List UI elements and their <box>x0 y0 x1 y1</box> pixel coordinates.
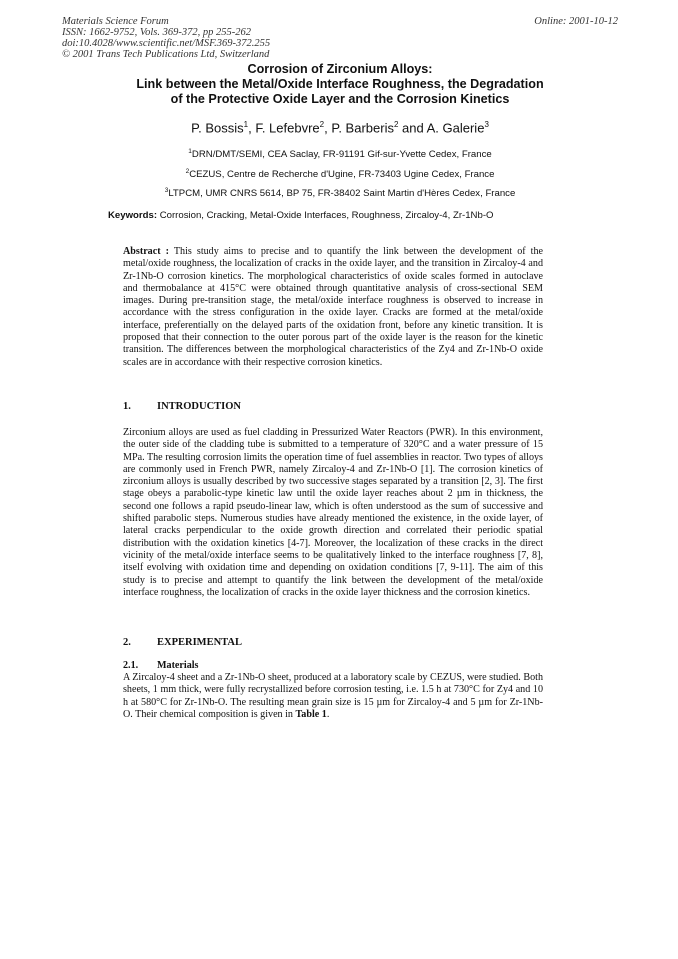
subsection-heading-materials <box>123 660 198 671</box>
materials-text: A Zircaloy-4 sheet and a Zr-1Nb-O sheet, produced at a laboratory scale by CEZUS, were studied. Both sheets, 1 mm thick, were fully recrystallized before corrosion testing, i.e. 1.5 h at 730°C for Zy4 and 10 h at 580°C for Zr-1Nb-O. The resulting mean grain size is 15 µm for Zircaloy-4 and 5 µm for Zr-1Nb-O. Their chemical composition is given in <box>123 672 543 720</box>
author-affil-mark: 3 <box>484 120 489 129</box>
author-name: P. Bossis <box>191 120 244 136</box>
keywords-label: Keywords: <box>108 210 158 221</box>
materials-text-end: . <box>326 708 330 720</box>
subsection-number: 2.1. <box>123 660 139 671</box>
author-name: P. Barberis <box>331 120 394 136</box>
title-line-2: Link between the Metal/Oxide Interface Roughness, the Degradation <box>136 77 544 91</box>
affiliation-mark: 3 <box>164 187 169 195</box>
section-heading-introduction <box>123 401 241 412</box>
subsection-title: Materials <box>157 660 199 671</box>
copyright-line: © 2001 Trans Tech Publications Ltd, Switzerland <box>62 49 270 60</box>
abstract-label: Abstract : <box>123 246 169 257</box>
affiliation-mark: 2 <box>185 167 190 175</box>
title-line-3: of the Protective Oxide Layer and the Corrosion Kinetics <box>170 92 510 106</box>
affiliation-item <box>60 144 620 164</box>
keywords-text: Corrosion, Cracking, Metal-Oxide Interfaces, Roughness, Zircaloy-4, Zr-1Nb-O <box>157 210 494 221</box>
author-name: A. Galerie <box>426 120 485 136</box>
doi-line[interactable]: doi:10.4028/www.scientific.net/MSF.369-372.255 <box>62 38 271 49</box>
paper-title <box>80 62 600 107</box>
title-line-1: Corrosion of Zirconium Alloys: <box>247 62 433 76</box>
journal-name: Materials Science Forum <box>62 16 169 27</box>
affiliation-mark: 1 <box>188 148 192 155</box>
author-list <box>80 120 600 135</box>
author-separator: , <box>248 120 256 136</box>
author-affil-mark: 2 <box>319 120 325 129</box>
abstract <box>123 246 543 369</box>
author-affil-mark: 2 <box>393 120 399 129</box>
keywords <box>108 210 493 221</box>
author-affil-mark: 1 <box>243 120 249 129</box>
affiliation-text: LTPCM, UMR CNRS 5614, BP 75, FR-38402 Saint Martin d'Hères Cedex, France <box>168 188 516 200</box>
issn-line: ISSN: 1662-9752, Vols. 369-372, pp 255-262 <box>62 27 251 38</box>
online-date: Online: 2001-10-12 <box>534 16 618 27</box>
author-separator: and <box>398 120 427 136</box>
affiliation-item <box>60 183 620 203</box>
section-number: 2. <box>123 637 131 648</box>
section-title: INTRODUCTION <box>157 401 242 412</box>
introduction-paragraph: Zirconium alloys are used as fuel cladding in Pressurized Water Reactors (PWR). In this environment, the outer side of the cladding tube is submitted to a temperature of 320°C and a water pressure of 15 MPa. The resulting corrosion limits the operation time of fuel assemblies in reactor. Two types of alloys are commonly used in French PWR, namely Zircaloy-4 and Zr-1Nb-O [1]. The corrosion kinetics of zirconium alloys is usually described by two successive stages separated by a transition [2, 3]. The first stage obeys a parabolic-type kinetic law until the oxide layer reaches about 2 µm in thickness, the second one follows a rapid pseudo-linear law, which is often understood as the sum of successive and shifted parabolic steps. Numerous studies have already mentioned the existence, in the oxide layer, of lateral cracks perpendicular to the oxide growth direction and correlated their periodic spatial distribution with the oxidation kinetics [4-7]. Moreover, the localization of these cracks in the direct vicinity of the metal/oxide interface seems to be qualitatively linked to the interface roughness [7, 8], itself evolving with oxidation time and depending on oxidation conditions [7, 9-11]. The aim of this study is to precise and attempt to quantify the link between the development of the metal/oxide interface roughness, the localization of cracks in the oxide layer thickness and the corrosion kinetics. <box>123 427 543 598</box>
affiliation-item <box>60 164 620 184</box>
abstract-text: This study aims to precise and to quantify the link between the development of the metal/oxide roughness, the localization of cracks in the oxide layer, and the transition in Zircaloy-4 and Zr-1Nb-O corrosion kinetics. The morphological characteristics of oxide scales formed in autoclave and thermobalance at 415°C were obtained through quantitative analysis of cross-sectional SEM images. During pre-transition stage, the metal/oxide interface roughness is observed to increase in accordance with the stress configuration in the oxide layer. Cracks are formed at the metal/oxide interface, preferentially on the delayed parts of the oxidation front, before any kinetic transition. It is proposed that their connection to the outer porous part of the oxide layer is the reason for the kinetic transition. The differences between the morphological characteristics of the Zy4 and Zr-1Nb-O oxide scales are in accordance with their respective corrosion kinetics. <box>123 246 543 368</box>
materials-paragraph <box>123 672 543 721</box>
author-name: F. Lefebvre <box>255 120 320 136</box>
section-heading-experimental <box>123 637 242 648</box>
section-title: EXPERIMENTAL <box>157 637 242 648</box>
affiliation-list <box>60 144 620 203</box>
section-number: 1. <box>123 401 131 412</box>
table-reference[interactable]: Table 1 <box>295 708 327 720</box>
author-separator: , <box>324 120 332 136</box>
affiliation-text: DRN/DMT/SEMI, CEA Saclay, FR-91191 Gif-sur-Yvette Cedex, France <box>191 149 492 161</box>
running-header <box>62 16 270 60</box>
affiliation-text: CEZUS, Centre de Recherche d'Ugine, FR-73403 Ugine Cedex, France <box>189 168 495 180</box>
